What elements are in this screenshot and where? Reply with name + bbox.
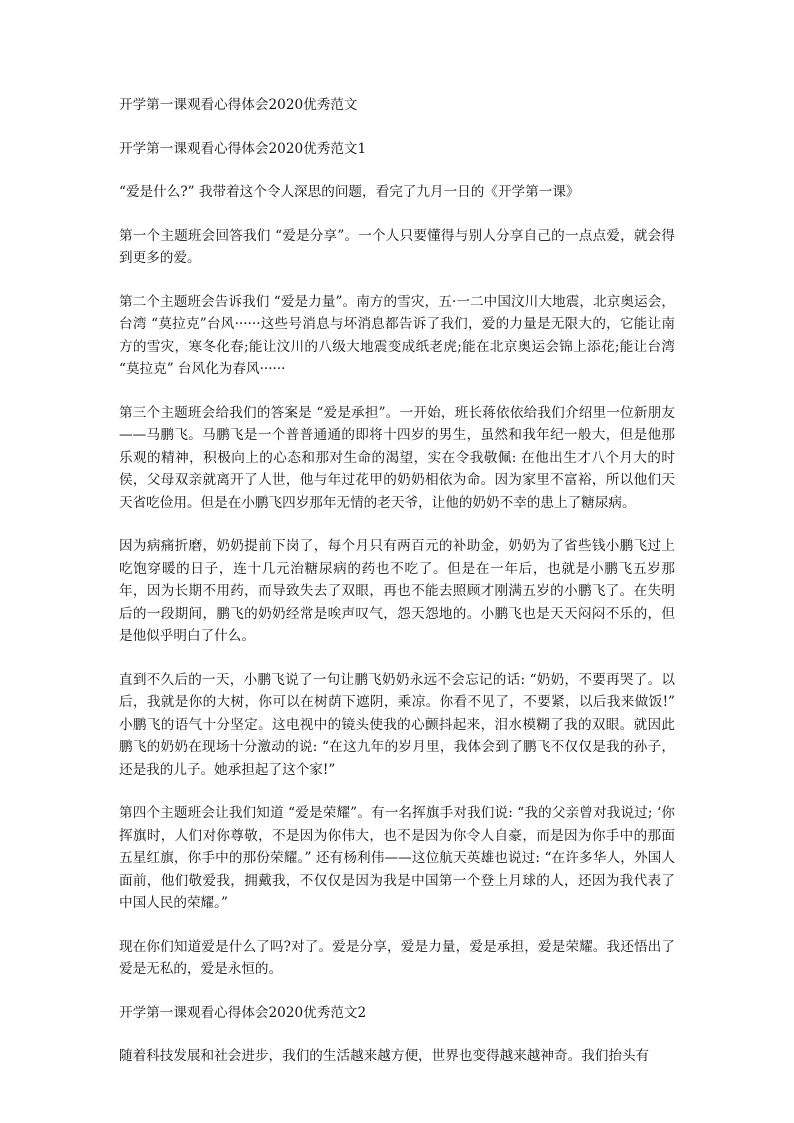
paragraph-8: 现在你们知道爱是什么了吗?对了。爱是分享，爱是力量，爱是承担，爱是荣耀。我还悟出了爱是无私的，爱是永恒的。 — [119, 938, 675, 977]
paragraph-2: 第一个主题班会回答我们 “爱是分享”。一个人只要懂得与别人分享自己的一点点爱，就会得到更多的爱。 — [119, 227, 675, 266]
section-1-title: 开学第一课观看心得体会2020优秀范文1 — [119, 140, 367, 157]
paragraph-4: 第三个主题班会给我们的答案是 “爱是承担”。一开始，班长蒋依依给我们介绍里一位新朋友——马鹏飞。马鹏飞是一个普普通通的即将十四岁的男生，虽然和我年纪一般大，但是他那乐观的精神，积极向上的心态和那对生命的渴望，实在令我敬佩: 在他出生才八个月大的时侯，父母双亲就离开了人世，他与年过花甲的奶奶相依为命。因为家里不富裕，所以他们天天省吃俭用。但是在小鹏飞四岁那年无情的老天爷，让他的奶奶不幸的患上了糖尿病。 — [119, 404, 675, 511]
paragraph-6: 直到不久后的一天，小鹏飞说了一句让鹏飞奶奶永远不会忘记的话: “奶奶，不要再哭了。以后，我就是你的大树，你可以在树荫下遮阴，乘凉。你看不见了，不要紧，以后我来做饭!” 小鹏飞的语气十分坚定。这电视中的镜头使我的心颤抖起来，泪水模糊了我的双眼。就因此鹏飞的奶奶在现场十分激动的说: “在这九年的岁月里，我体会到了鹏飞不仅仅是我的孙子，还是我的儿子。她承担起了这个家!” — [119, 671, 680, 778]
section-2-title: 开学第一课观看心得体会2020优秀范文2 — [119, 1004, 367, 1021]
paragraph-5: 因为病痛折磨，奶奶提前下岗了，每个月只有两百元的补助金，奶奶为了省些钱小鹏飞过上吃饱穿暖的日子，连十几元治糖尿病的药也不吃了。但是在一年后，也就是小鹏飞五岁那年，因为长期不用药，而导致失去了双眼，再也不能去照顾才刚满五岁的小鹏飞了。在失明后的一段期间，鹏飞的奶奶经常是唉声叹气，怨天怨地的。小鹏飞也是天天闷闷不乐的，但是他似乎明白了什么。 — [119, 538, 675, 644]
paragraph-9: 随着科技发展和社会进步，我们的生活越来越方便，世界也变得越来越神奇。我们抬头有 — [119, 1048, 650, 1064]
paragraph-3: 第二个主题班会告诉我们 “爱是力量”。南方的雪灾，五·一二中国汶川大地震，北京奥运会，台湾 “莫拉克”台风······这些号消息与坏消息都告诉了我们，爱的力量是无限大的，它能让南方的雪灾，寒冬化春;能让汶川的八级大地震变成纸老虎;能在北京奥运会锦上添花;能让台湾 “莫拉克” 台风化为春风······ — [119, 293, 680, 377]
paragraph-1: “爱是什么?” 我带着这个令人深思的问题，看完了九月一日的《开学第一课》 — [119, 184, 580, 200]
document-body — [119, 94, 680, 1089]
paragraph-7: 第四个主题班会让我们知道 “爱是荣耀”。有一名挥旗手对我们说: “我的父亲曾对我说过; ‘你挥旗时，人们对你尊敬，不是因为你伟大，也不是因为你令人自豪，而是因为你手中的那面五星红旗，你手中的那份荣耀。” 还有杨利伟——这位航天英雄也说过: “在许多华人，外国人面前，他们敬爱我，拥戴我，不仅仅是因为我是中国第一个登上月球的人，还因为我代表了中国人民的荣耀。” — [119, 805, 675, 911]
document-title: 开学第一课观看心得体会2020优秀范文 — [119, 97, 358, 113]
